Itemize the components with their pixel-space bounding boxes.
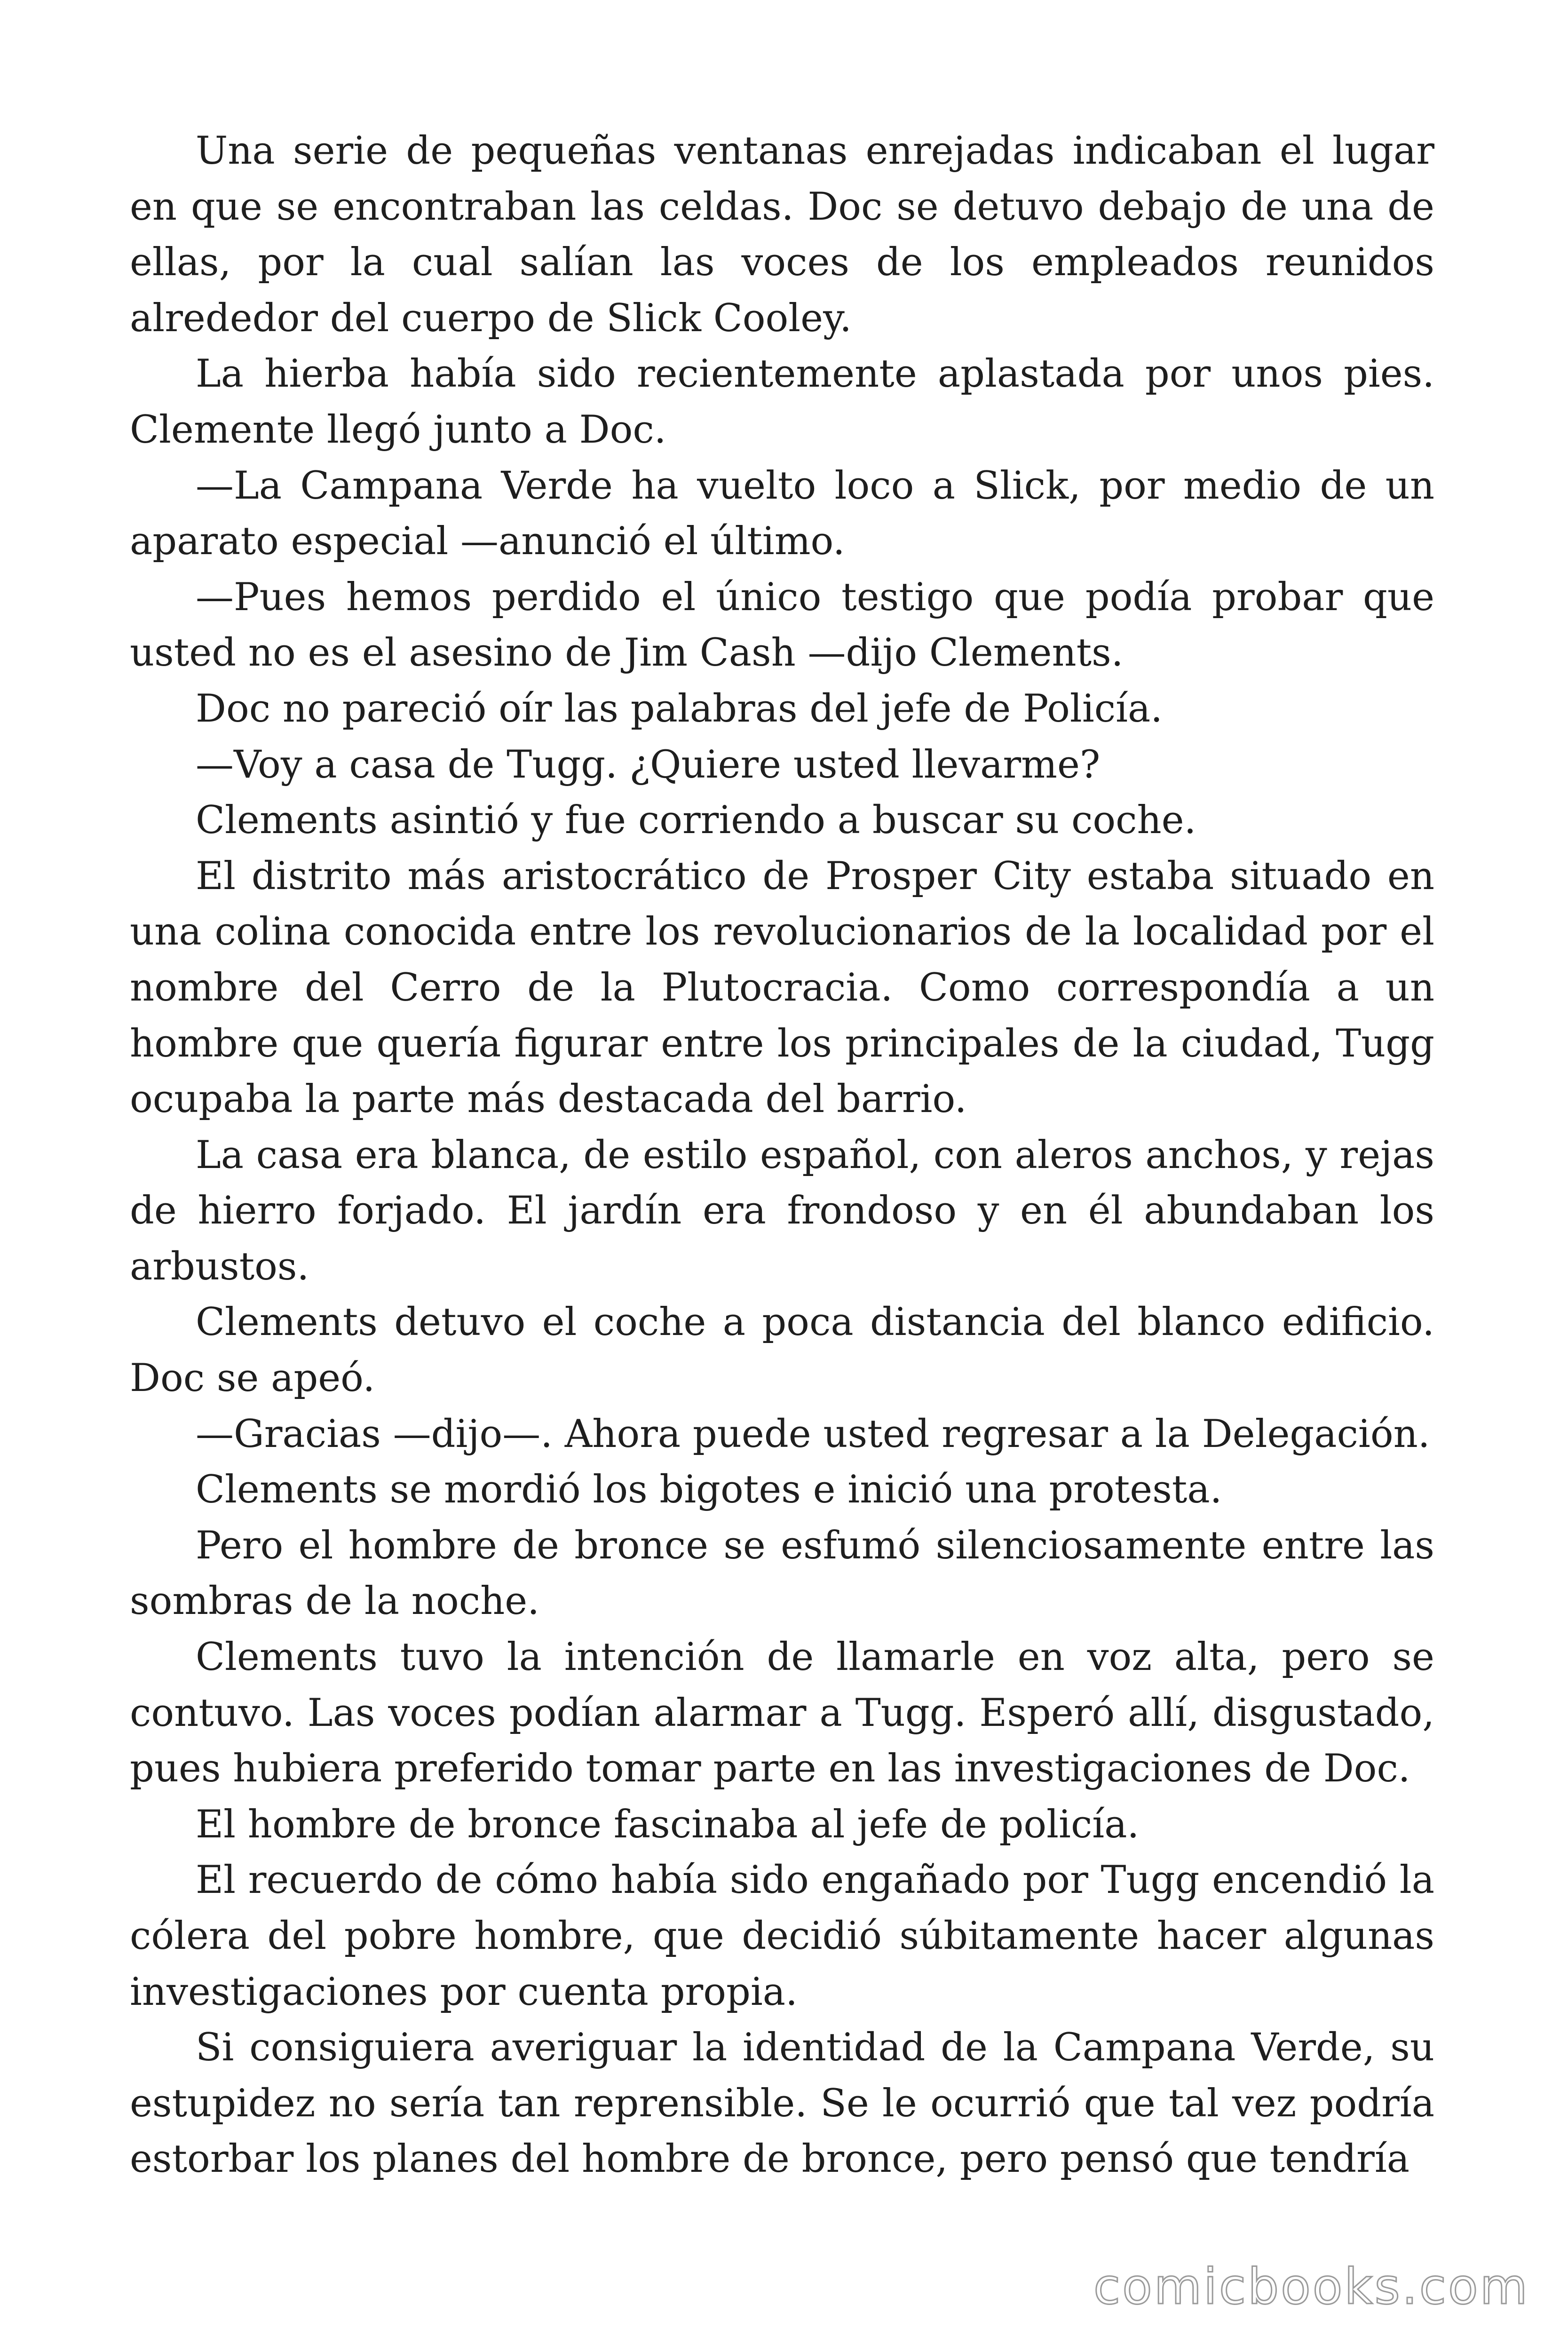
paragraph-13: Pero el hombre de bronce se esfumó silenciosamente entre las sombras de la noche. <box>130 1523 1434 1624</box>
paragraph-4: —Pues hemos perdido el único testigo que podía probar que usted no es el asesino de Jim Cash —dijo Clements. <box>130 575 1434 675</box>
paragraph-3: —La Campana Verde ha vuelto loco a Slick, por medio de un aparato especial —anunció el último. <box>130 463 1434 564</box>
paragraph-9: La casa era blanca, de estilo español, con aleros anchos, y rejas de hierro forjado. El jardín era frondoso y en él abundaban los arbustos. <box>130 1133 1434 1289</box>
watermark: comicbooks.com <box>1093 2258 1529 2315</box>
paragraph-1: Una serie de pequeñas ventanas enrejadas indicaban el lugar en que se encontraban las celdas. Doc se detuvo debajo de una de ellas, por la cual salían las voces de los empleados reunidos alrededor del cuerpo de Slick Cooley. <box>130 129 1434 341</box>
paragraph-6: —Voy a casa de Tugg. ¿Quiere usted llevarme? <box>196 742 1101 787</box>
paragraph-2: La hierba había sido recientemente aplastada por unos pies. Clemente llegó junto a Doc. <box>130 352 1434 452</box>
paragraph-7: Clements asintió y fue corriendo a buscar su coche. <box>196 798 1196 843</box>
paragraph-8: El distrito más aristocrático de Prosper City estaba situado en una colina conocida entre los revolucionarios de la localidad por el nombre del Cerro de la Plutocracia. Como correspondía a un hombre que quería figurar entre los principales de la ciudad, Tugg ocupaba la parte más destacada del barrio. <box>130 854 1434 1122</box>
paragraph-14: Clements tuvo la intención de llamarle en voz alta, pero se contuvo. Las voces podían alarmar a Tugg. Esperó allí, disgustado, pues hubiera preferido tomar parte en las investigaciones de Doc. <box>130 1635 1434 1791</box>
paragraph-15: El hombre de bronce fascinaba al jefe de policía. <box>196 1802 1140 1847</box>
paragraph-10: Clements detuvo el coche a poca distancia del blanco edificio. Doc se apeó. <box>130 1300 1434 1401</box>
paragraph-12: Clements se mordió los bigotes e inició una protesta. <box>196 1468 1222 1512</box>
paragraph-5: Doc no pareció oír las palabras del jefe de Policía. <box>196 686 1163 731</box>
paragraph-17: Si consiguiera averiguar la identidad de la Campana Verde, su estupidez no sería tan reprensible. Se le ocurrió que tal vez podría estorbar los planes del hombre de bronce, pero pensó que tendría <box>130 2026 1434 2182</box>
body-text <box>130 123 1434 2187</box>
paragraph-11: —Gracias —dijo—. Ahora puede usted regresar a la Delegación. <box>196 1412 1430 1456</box>
paragraph-16: El recuerdo de cómo había sido engañado por Tugg encendió la cólera del pobre hombre, que decidió súbitamente hacer algunas investigaciones por cuenta propia. <box>130 1858 1434 2014</box>
